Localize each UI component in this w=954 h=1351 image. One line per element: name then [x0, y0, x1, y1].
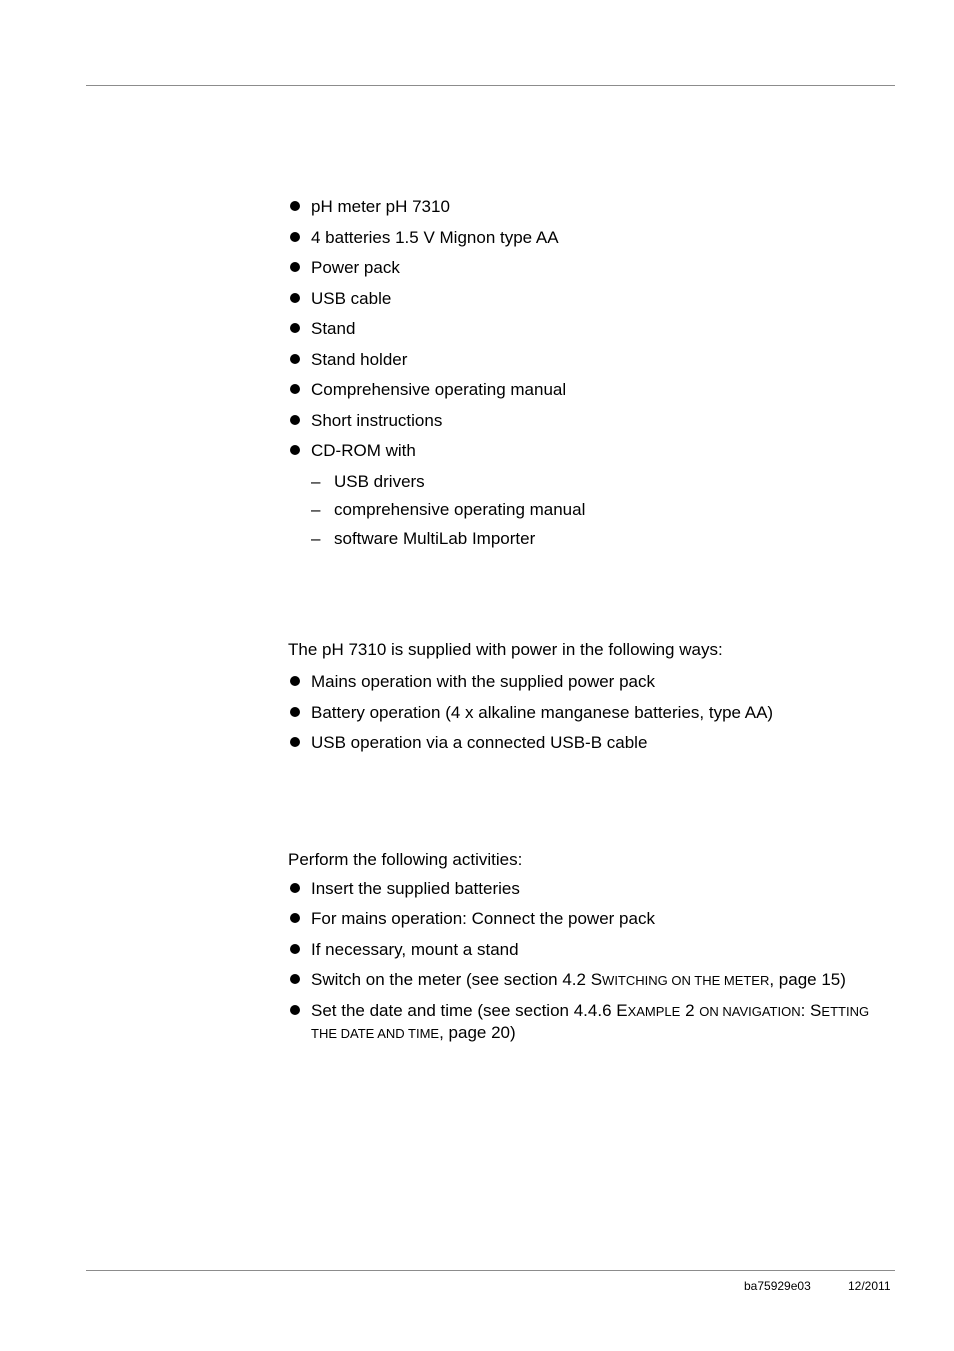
dash-icon: – — [311, 500, 321, 519]
list-item: Comprehensive operating manual — [288, 379, 566, 400]
list-item: Short instructions — [288, 410, 442, 431]
bullet-icon — [290, 201, 300, 211]
footer-doc-id: ba75929e03 — [744, 1279, 811, 1293]
bullet-icon — [290, 737, 300, 747]
bullet-icon — [290, 232, 300, 242]
list-item: Stand — [288, 318, 355, 339]
list-item-set-date — [288, 1000, 869, 1044]
list-item: pH meter pH 7310 — [288, 196, 450, 217]
list-item: 4 batteries 1.5 V Mignon type AA — [288, 227, 559, 248]
bullet-icon — [290, 707, 300, 717]
bullet-icon — [290, 415, 300, 425]
list-item: If necessary, mount a stand — [288, 939, 519, 960]
bullet-icon — [290, 883, 300, 893]
list-item: Power pack — [288, 257, 400, 278]
header-rule — [86, 85, 895, 86]
bullet-icon — [290, 974, 300, 984]
bullet-icon — [290, 676, 300, 686]
sub-list-item: – comprehensive operating manual — [311, 500, 586, 519]
sub-list-item: – USB drivers — [311, 472, 425, 491]
list-item-switch-on: Switch on the meter (see section 4.2 SWITCHING ON THE METER, page 15) — [288, 969, 846, 991]
list-item: Stand holder — [288, 349, 407, 370]
list-item: Insert the supplied batteries — [288, 878, 520, 899]
bullet-icon — [290, 354, 300, 364]
list-item: Mains operation with the supplied power pack — [288, 671, 655, 692]
power-supply-intro: The pH 7310 is supplied with power in the following ways: — [288, 640, 723, 659]
set-date-line-2: THE DATE AND TIME, page 20) — [311, 1023, 516, 1042]
bullet-icon — [290, 1005, 300, 1015]
list-item: USB cable — [288, 288, 391, 309]
dash-icon: – — [311, 472, 321, 491]
bullet-icon — [290, 913, 300, 923]
bullet-icon — [290, 944, 300, 954]
sub-list-item: – software MultiLab Importer — [311, 529, 536, 548]
bullet-icon — [290, 445, 300, 455]
bullet-icon — [290, 323, 300, 333]
list-item: CD-ROM with — [288, 440, 416, 461]
commissioning-intro: Perform the following activities: — [288, 850, 523, 869]
bullet-icon — [290, 384, 300, 394]
footer-rule — [86, 1270, 895, 1271]
footer-date: 12/2011 — [848, 1279, 891, 1293]
list-item: USB operation via a connected USB-B cable — [288, 732, 647, 753]
dash-icon: – — [311, 529, 321, 548]
bullet-icon — [290, 293, 300, 303]
list-item: Battery operation (4 x alkaline manganese batteries, type AA) — [288, 702, 773, 723]
bullet-icon — [290, 262, 300, 272]
set-date-line-1: Set the date and time (see section 4.4.6 EXAMPLE 2 ON NAVIGATION: SETTING — [311, 1001, 870, 1020]
list-item: For mains operation: Connect the power pack — [288, 908, 655, 929]
